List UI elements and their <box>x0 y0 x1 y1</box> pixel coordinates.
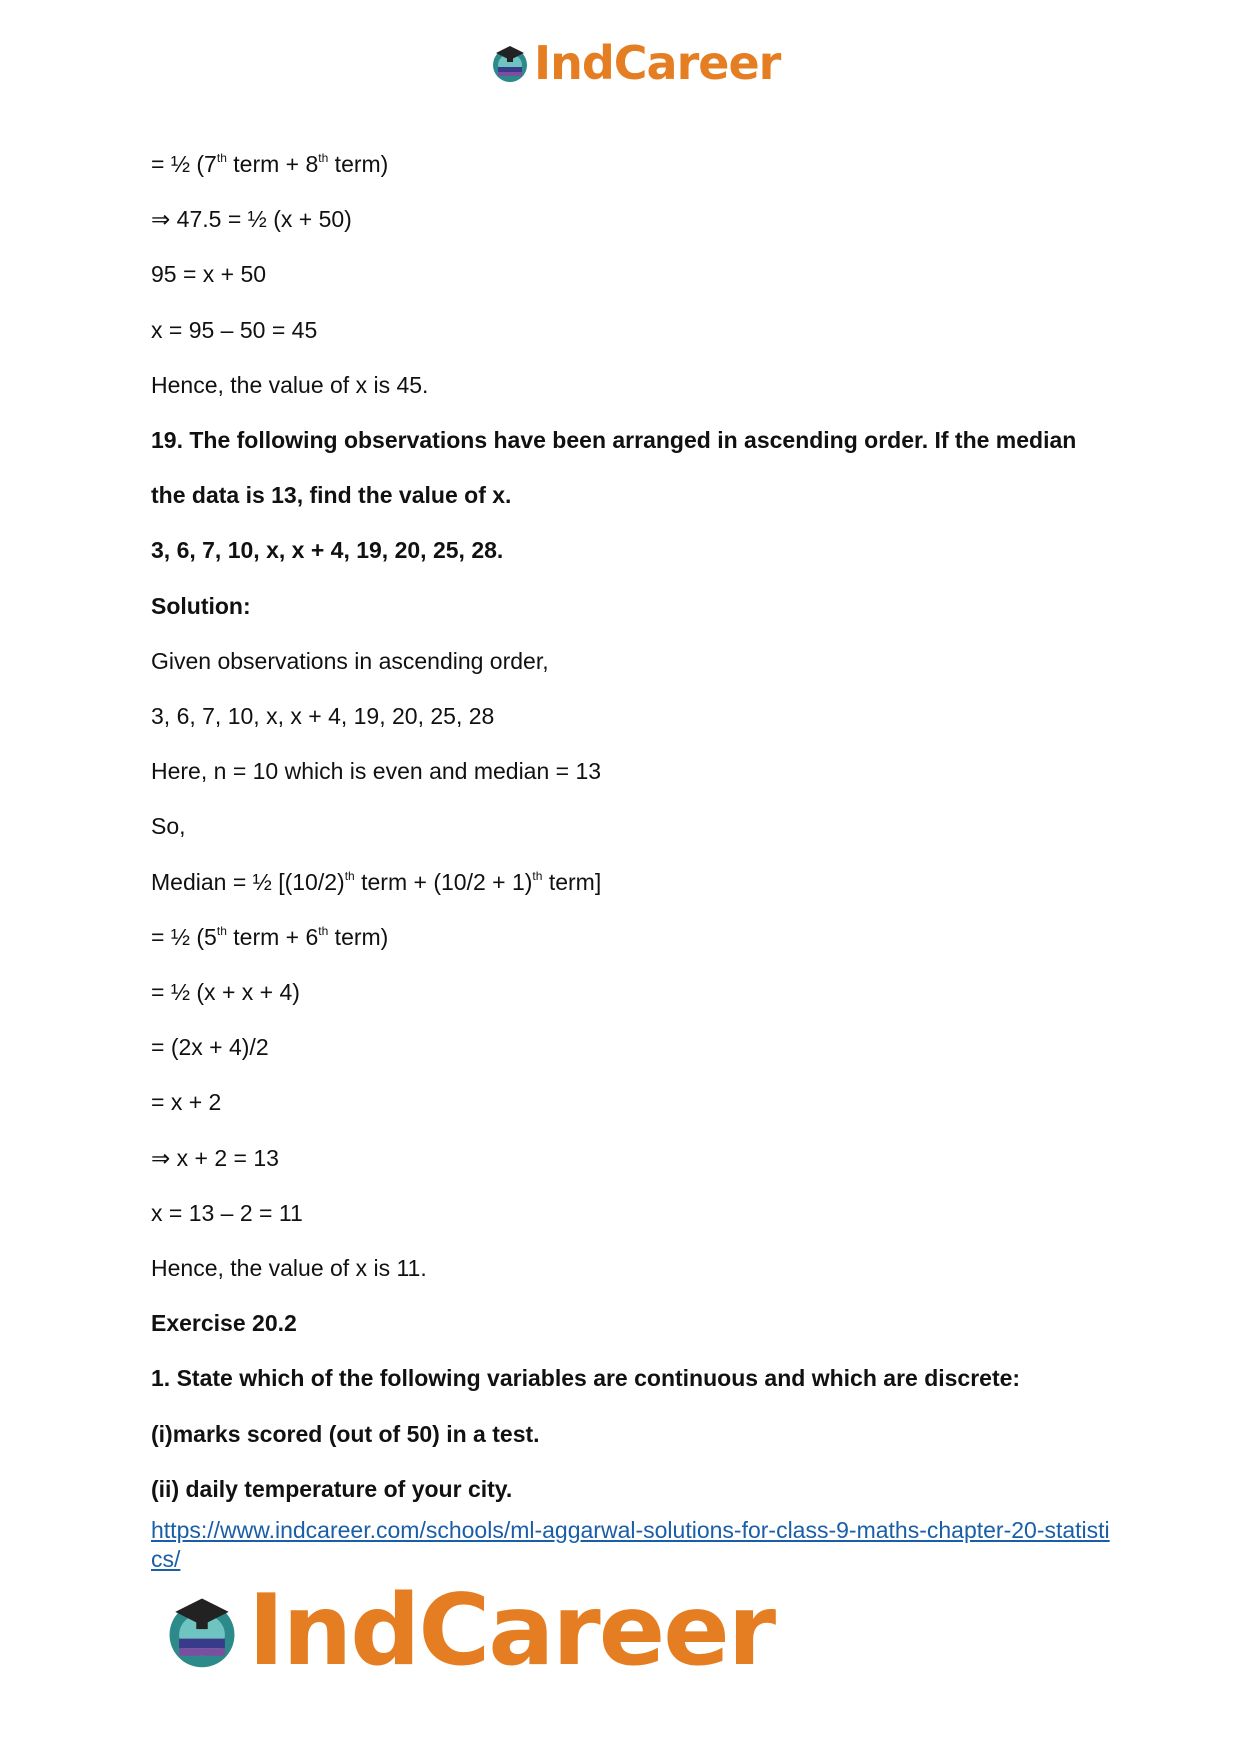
header-logo <box>488 36 781 90</box>
text-segment: term) <box>328 923 389 950</box>
text-segment: Median = ½ [(10/2) <box>151 868 345 895</box>
text-segment: term] <box>542 868 602 895</box>
text-line: 3, 6, 7, 10, x, x + 4, 19, 20, 25, 28 <box>151 703 495 729</box>
text-line: ⇒ x + 2 = 13 <box>151 1144 279 1171</box>
question-line: Solution: <box>151 592 251 619</box>
book-graduation-cap-icon <box>488 41 532 85</box>
text-line: 95 = x + 50 <box>151 261 267 288</box>
text-line: So, <box>151 813 186 840</box>
text-line: ⇒ 47.5 = ½ (x + 50) <box>151 206 352 233</box>
text-segment: term) <box>328 151 389 177</box>
superscript: th <box>216 151 227 165</box>
text-segment: = ½ (5 <box>151 923 217 950</box>
text-line: = (2x + 4)/2 <box>151 1034 269 1061</box>
text-line: Hence, the value of x is 11. <box>151 1255 427 1281</box>
brand-name: IndCareer <box>534 36 781 90</box>
text-line: Here, n = 10 which is even and median = 13 <box>151 758 602 785</box>
text-line <box>151 150 388 178</box>
text-segment: term + 6 <box>226 923 319 950</box>
text-line: = x + 2 <box>151 1089 222 1116</box>
text-line: x = 95 – 50 = 45 <box>151 316 318 343</box>
superscript: th <box>318 923 329 938</box>
text-line <box>151 923 388 951</box>
text-line: = ½ (x + x + 4) <box>151 979 300 1005</box>
text-line <box>151 868 601 896</box>
brand-name: IndCareer <box>248 1574 775 1688</box>
footer-logo <box>160 1574 775 1688</box>
superscript: th <box>344 868 355 883</box>
question-line: (i)marks scored (out of 50) in a test. <box>151 1420 540 1447</box>
text-segment: term + 8 <box>226 151 319 177</box>
superscript: th <box>216 923 227 938</box>
question-line: 19. The following observations have been arranged in ascending order. If the median <box>151 427 1077 453</box>
text-segment: term + (10/2 + 1) <box>354 868 533 895</box>
text-line: Hence, the value of x is 45. <box>151 371 429 398</box>
superscript: th <box>532 868 543 883</box>
question-line: the data is 13, find the value of x. <box>151 482 512 509</box>
text-segment: = ½ (7 <box>151 151 217 177</box>
question-line: Exercise 20.2 <box>151 1310 297 1337</box>
superscript: th <box>318 151 329 165</box>
question-line: 1. State which of the following variables are continuous and which are discrete: <box>151 1365 1021 1392</box>
question-line: 3, 6, 7, 10, x, x + 4, 19, 20, 25, 28. <box>151 537 504 564</box>
text-line: x = 13 – 2 = 11 <box>151 1199 303 1226</box>
text-line: Given observations in ascending order, <box>151 647 549 674</box>
question-line: (ii) daily temperature of your city. <box>151 1475 513 1502</box>
book-graduation-cap-icon <box>160 1589 244 1673</box>
source-url-link[interactable]: https://www.indcareer.com/schools/ml-aggarwal-solutions-for-class-9-maths-chapter-20-statistics/ <box>151 1517 1110 1572</box>
